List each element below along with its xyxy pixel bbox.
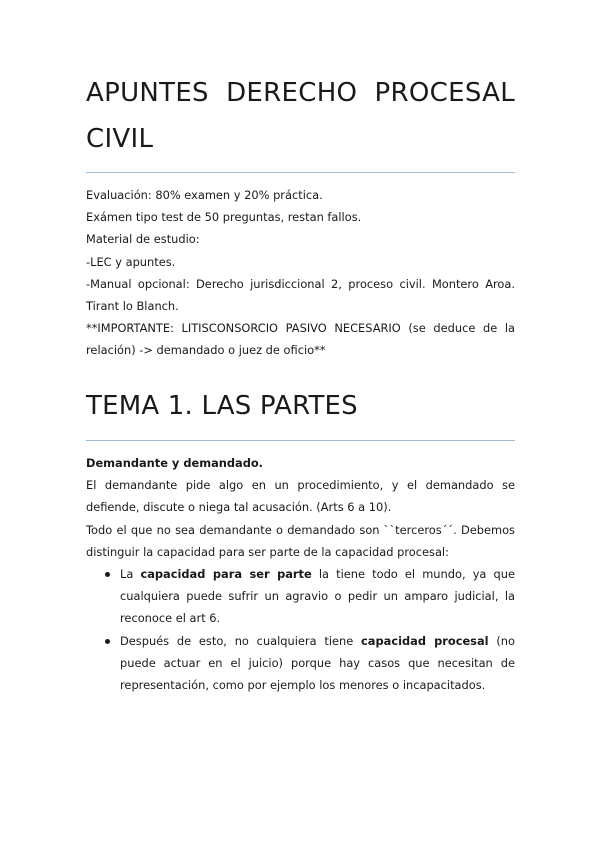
list-item xyxy=(86,563,515,630)
subheading: Demandante y demandado. xyxy=(86,456,264,470)
bullet-text: La xyxy=(120,567,141,582)
document-title: APUNTES DERECHO PROCESAL CIVIL xyxy=(86,78,515,154)
bullet-text: (no puede actuar en el juicio) porque hay casos que necesitan de representación, como por ejemplo los menores o incapacitados. xyxy=(120,633,515,693)
important-note: **IMPORTANTE: LITISCONSORCIO PASIVO NECESARIO (se deduce de la relación) -> demandado o juez de oficio** xyxy=(86,321,515,358)
bullet-icon xyxy=(105,572,110,577)
section-body xyxy=(86,452,515,696)
intro-block xyxy=(86,184,515,362)
section-heading: TEMA 1. LAS PARTES xyxy=(86,391,358,421)
list-item xyxy=(86,630,515,697)
evaluation-line: Evaluación: 80% examen y 20% práctica. xyxy=(86,188,323,202)
section-divider xyxy=(86,440,515,441)
study-material-line: Material de estudio: xyxy=(86,232,200,247)
bullet-term: capacidad para ser parte xyxy=(140,567,312,582)
bullet-text: Después de esto, no cualquiera tiene xyxy=(120,633,362,648)
manual-line: -Manual opcional: Derecho jurisdiccional 2, proceso civil. Montero Aroa. Tirant lo Blanch. xyxy=(86,276,515,314)
bullet-text: la tiene todo el mundo, ya que cualquiera puede sufrir un agravio o pedir un amparo judicial, la reconoce el art 6. xyxy=(120,567,516,626)
bullet-icon xyxy=(105,639,110,644)
bullet-term: capacidad procesal xyxy=(361,633,489,648)
lec-line: -LEC y apuntes. xyxy=(86,254,176,269)
bullet-list xyxy=(86,563,515,696)
paragraph: El demandante pide algo en un procedimiento, y el demandado se defiende, discute o niega tal acusación. (Arts 6 a 10). xyxy=(86,478,515,515)
title-divider xyxy=(86,172,515,173)
paragraph: Todo el que no sea demandante o demandado son ``terceros´´. Debemos distinguir la capacidad para ser parte de la capacidad procesal: xyxy=(86,522,515,559)
exam-type-line: Exámen tipo test de 50 preguntas, restan fallos. xyxy=(86,210,362,225)
